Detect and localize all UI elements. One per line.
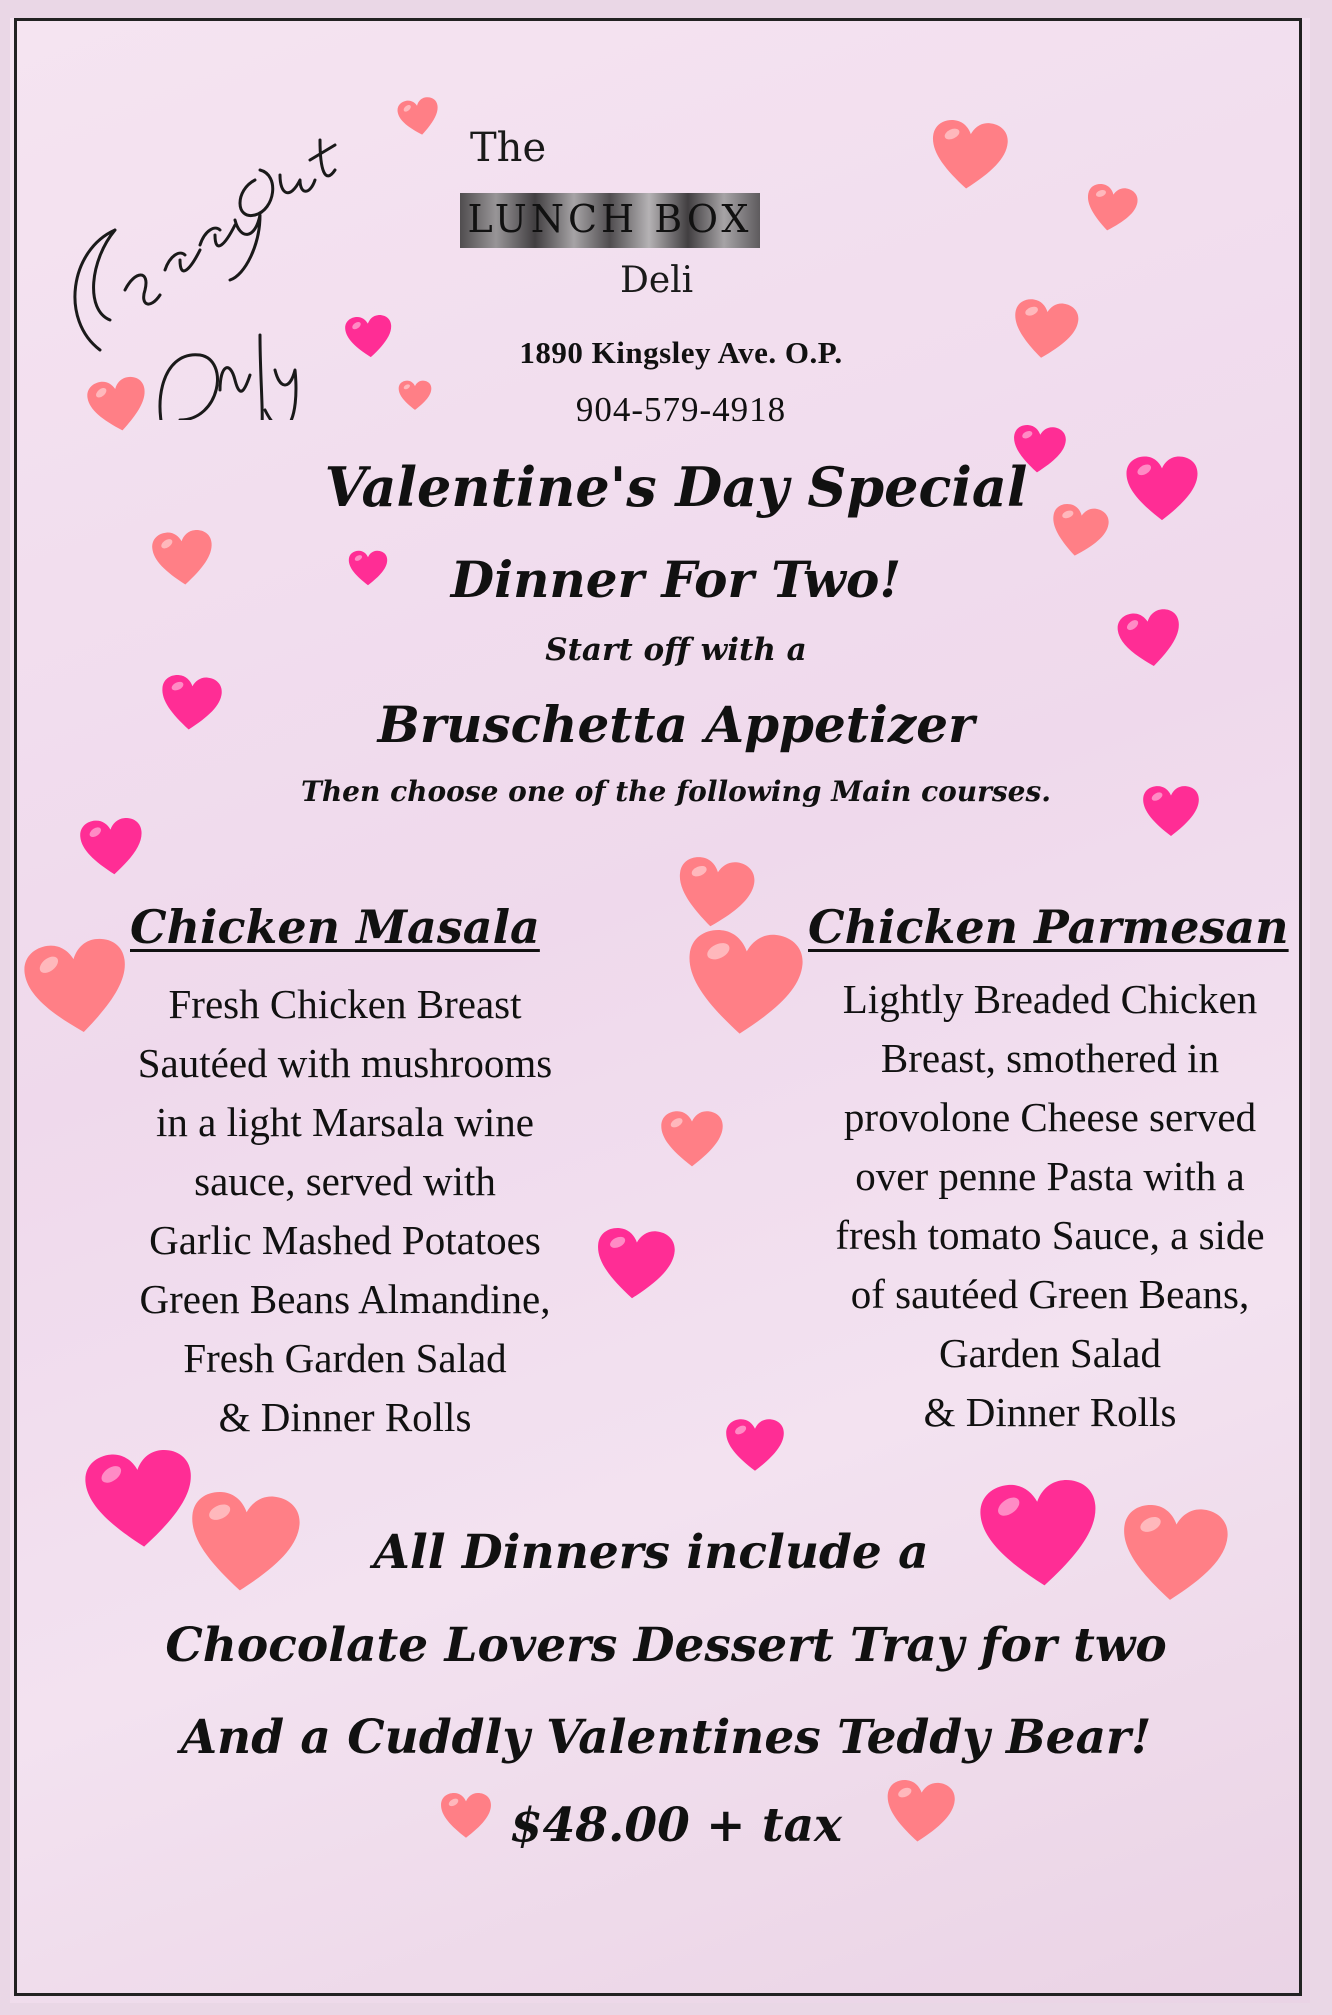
footer-line-2: Chocolate Lovers Dessert Tray for two	[165, 1618, 1167, 1673]
description-line: Green Beans Almandine,	[139, 1276, 551, 1322]
heart-icon	[1081, 181, 1140, 236]
description-line: fresh tomato Sauce, a side	[835, 1212, 1265, 1258]
heart-icon	[343, 313, 395, 360]
heart-icon	[976, 1475, 1105, 1593]
heart-icon	[1125, 455, 1199, 522]
heart-icon	[882, 1777, 957, 1846]
heart-icon	[184, 1487, 304, 1597]
heart-icon	[158, 672, 225, 733]
lunch-box-deli-logo	[450, 115, 770, 315]
heart-icon	[1114, 606, 1185, 672]
heart-icon	[150, 527, 217, 588]
heart-icon	[440, 1792, 492, 1839]
heart-icon	[19, 933, 136, 1041]
heart-icon	[84, 373, 152, 437]
subheadline: Dinner For Two!	[450, 550, 902, 609]
dish-description-chicken-parmesan	[790, 970, 1310, 1442]
description-line: Lightly Breaded Chicken	[842, 976, 1258, 1022]
logo-the: The	[470, 125, 547, 171]
heart-icon	[1010, 423, 1068, 476]
description-line: Breast, smothered in	[880, 1035, 1220, 1081]
headline: Valentine's Day Special	[324, 455, 1028, 519]
heart-icon	[1116, 1500, 1232, 1606]
description-line: over penne Pasta with a	[855, 1153, 1245, 1199]
description-line: Fresh Garden Salad	[183, 1335, 507, 1381]
heart-icon	[725, 1418, 785, 1472]
description-line: Sautéed with mushrooms	[137, 1040, 553, 1086]
heart-icon	[395, 95, 443, 140]
description-line: provolone Cheese served	[843, 1094, 1257, 1140]
intro-text: Start off with a	[545, 632, 807, 668]
dish-title-chicken-parmesan: Chicken Parmesan	[808, 900, 1289, 954]
heart-icon	[1008, 296, 1082, 364]
description-line: Garden Salad	[939, 1330, 1161, 1376]
heart-icon	[1142, 785, 1200, 837]
heart-icon	[398, 380, 432, 411]
description-line: Fresh Chicken Breast	[168, 981, 522, 1027]
phone-number: 904-579-4918	[575, 390, 787, 429]
logo-deli: Deli	[620, 260, 694, 301]
price: $48.00 + tax	[509, 1798, 843, 1853]
instruction-text: Then choose one of the following Main courses.	[300, 775, 1051, 808]
dish-description-chicken-masala	[80, 975, 610, 1447]
heart-icon	[78, 815, 147, 878]
description-line: & Dinner Rolls	[218, 1394, 472, 1440]
description-line: sauce, served with	[194, 1158, 496, 1204]
logo-lunch-box-text: LUNCH BOX	[467, 197, 753, 241]
dish-title-chicken-masala: Chicken Masala	[130, 900, 540, 954]
footer-line-3: And a Cuddly Valentines Teddy Bear!	[180, 1710, 1152, 1765]
heart-icon	[681, 925, 808, 1041]
footer-line-1: All Dinners include a	[373, 1525, 929, 1580]
heart-icon	[660, 1110, 724, 1168]
description-line: Garlic Mashed Potatoes	[149, 1217, 541, 1263]
address: 1890 Kingsley Ave. O.P.	[519, 335, 843, 370]
handwritten-note	[40, 120, 400, 420]
heart-icon	[927, 117, 1011, 194]
description-line: in a light Marsala wine	[155, 1099, 534, 1145]
heart-icon	[592, 1225, 678, 1304]
description-line: & Dinner Rolls	[923, 1389, 1177, 1435]
heart-icon	[348, 550, 388, 586]
description-line: of sautéed Green Beans,	[850, 1271, 1250, 1317]
heart-icon	[671, 853, 758, 933]
heart-icon	[81, 1445, 199, 1553]
appetizer-title: Bruschetta Appetizer	[377, 695, 975, 754]
heart-icon	[1046, 500, 1112, 561]
